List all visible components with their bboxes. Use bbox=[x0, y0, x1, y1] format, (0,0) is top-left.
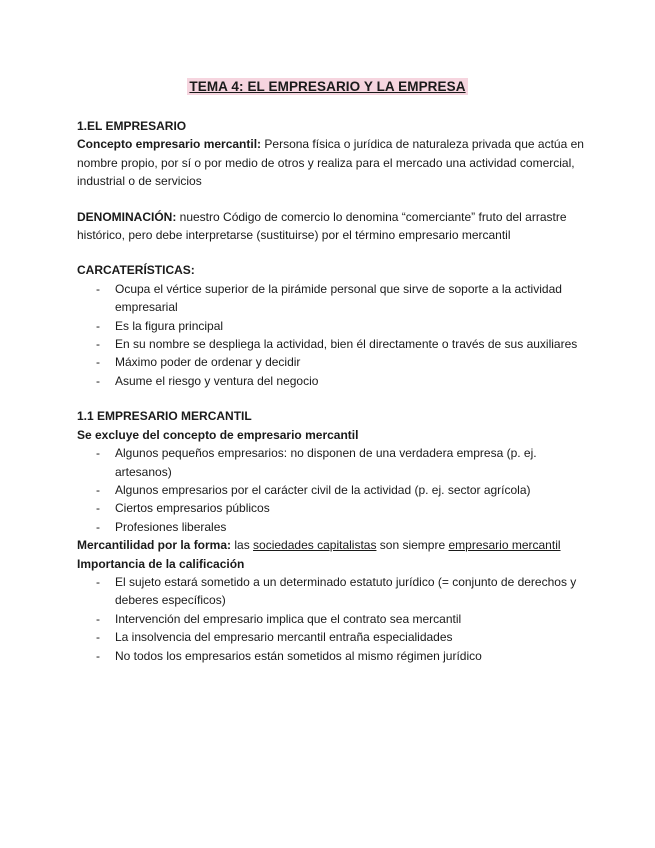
title-wrap bbox=[0, 78, 655, 96]
paragraph-concepto bbox=[77, 135, 587, 190]
list-item: - En su nombre se despliega la actividad, bien él directamente o través de sus auxiliares bbox=[77, 335, 587, 353]
list-item: - El sujeto estará sometido a un determinado estatuto jurídico (= conjunto de derechos y deberes específicos) bbox=[77, 573, 587, 610]
caracteristicas-label: CARCATERÍSTICAS: bbox=[77, 263, 195, 278]
excluye-label: Se excluye del concepto de empresario mercantil bbox=[77, 427, 359, 442]
forma-link-empresario: empresario mercantil bbox=[448, 538, 561, 553]
importancia-list bbox=[77, 573, 587, 665]
list-item: - Algunos empresarios por el carácter civil de la actividad (p. ej. sector agrícola) bbox=[77, 481, 587, 499]
list-item: - No todos los empresarios están sometidos al mismo régimen jurídico bbox=[77, 647, 587, 665]
section-heading-empresario: 1.EL EMPRESARIO bbox=[77, 119, 187, 133]
list-item: - Algunos pequeños empresarios: no disponen de una verdadera empresa (p. ej. artesanos) bbox=[77, 444, 587, 481]
list-item: - Máximo poder de ordenar y decidir bbox=[77, 353, 587, 371]
spacer bbox=[77, 244, 587, 261]
spacer bbox=[77, 390, 587, 407]
forma-link-sociedades: sociedades capitalistas bbox=[253, 538, 377, 553]
paragraph-denominacion bbox=[77, 208, 587, 245]
section-heading-empresario-mercantil: 1.1 EMPRESARIO MERCANTIL bbox=[77, 409, 252, 424]
document-body bbox=[77, 117, 587, 665]
list-item: - Intervención del empresario implica que el contrato sea mercantil bbox=[77, 610, 587, 628]
document-title: TEMA 4: EL EMPRESARIO Y LA EMPRESA bbox=[189, 79, 466, 94]
list-item: - Asume el riesgo y ventura del negocio bbox=[77, 372, 587, 390]
concepto-label: Concepto empresario mercantil: bbox=[77, 137, 262, 152]
list-item: - Ciertos empresarios públicos bbox=[77, 499, 587, 517]
denominacion-label: DENOMINACIÓN: bbox=[77, 209, 177, 224]
list-item: - La insolvencia del empresario mercantil entraña especialidades bbox=[77, 628, 587, 646]
spacer bbox=[77, 191, 587, 208]
caracteristicas-list bbox=[77, 280, 587, 390]
list-item: - Es la figura principal bbox=[77, 317, 587, 335]
paragraph-forma bbox=[77, 536, 587, 554]
forma-mid: son siempre bbox=[376, 538, 449, 553]
list-item: - Ocupa el vértice superior de la pirámide personal que sirve de soporte a la actividad empresarial bbox=[77, 280, 587, 317]
importancia-label: Importancia de la calificación bbox=[77, 556, 245, 571]
denominacion-text: nuestro Código de comercio lo denomina “comerciante” fruto del arrastre histórico, pero debe interpretarse (sustituirse) por el término empresario mercantil bbox=[77, 209, 567, 243]
concepto-text: Persona física o jurídica de naturaleza privada que actúa en nombre propio, por sí o por medio de otros y realiza para el mercado una actividad comercial, industrial o de servicios bbox=[77, 137, 584, 189]
forma-label: Mercantilidad por la forma: bbox=[77, 538, 232, 553]
list-item: - Profesiones liberales bbox=[77, 518, 587, 536]
excluye-list bbox=[77, 444, 587, 536]
forma-pre: las bbox=[231, 538, 254, 553]
